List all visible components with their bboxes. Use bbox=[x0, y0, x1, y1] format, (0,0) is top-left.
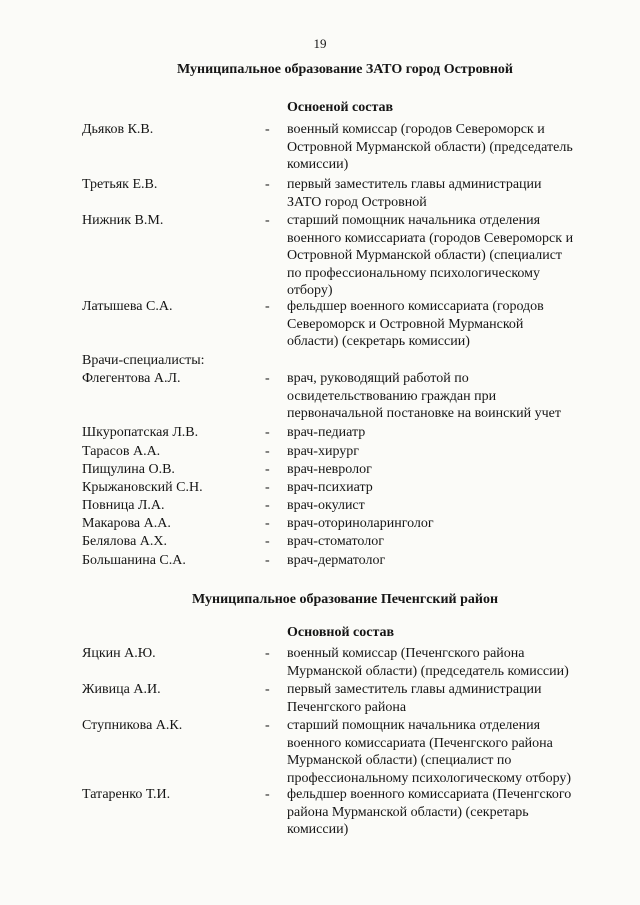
description-line: врач-окулист bbox=[287, 498, 365, 513]
member-name: Белялова А.Х. bbox=[82, 534, 168, 549]
member-name: Шкуропатская Л.В. bbox=[82, 425, 199, 440]
description-line: Печенгского района bbox=[287, 699, 407, 715]
member-dash: - bbox=[265, 213, 270, 228]
member-name: Тарасов А.А. bbox=[82, 444, 161, 459]
description-line: старший помощник начальника отделения bbox=[287, 213, 541, 228]
member-description bbox=[287, 533, 609, 551]
member-name: Макарова А.А. bbox=[82, 516, 171, 531]
member-description bbox=[287, 424, 609, 442]
description-line: комиссии) bbox=[287, 822, 349, 838]
description-line: Островной Мурманской области) (специалист bbox=[287, 248, 563, 264]
member-dash: - bbox=[265, 534, 270, 549]
description-line: фельдшер военного комиссариата (городов bbox=[287, 299, 544, 314]
specialists-label: Врачи-специалисты: bbox=[82, 353, 205, 368]
description-line: военного комиссариата (Печенгского района bbox=[287, 735, 553, 751]
description-line: врач-дерматолог bbox=[287, 553, 386, 568]
description-line: врач-психиатр bbox=[287, 480, 373, 495]
member-name: Латышева С.А. bbox=[82, 299, 173, 314]
description-line: врач, руководящий работой по bbox=[287, 371, 469, 386]
member-dash: - bbox=[265, 516, 270, 531]
member-name: Дьяков К.В. bbox=[82, 122, 154, 137]
member-description bbox=[287, 121, 609, 174]
description-line: Мурманской области) (председатель комиссии) bbox=[287, 663, 569, 679]
member-name: Яцкин А.Ю. bbox=[82, 646, 156, 661]
description-line: врач-стоматолог bbox=[287, 534, 384, 549]
description-line: первоначальной постановке на воинский учет bbox=[287, 406, 562, 422]
description-line: района Мурманской области) (секретарь bbox=[287, 804, 529, 820]
description-line: по профессиональному психологическому bbox=[287, 265, 541, 281]
description-line: врач-оториноларинголог bbox=[287, 516, 434, 531]
member-dash: - bbox=[265, 646, 270, 661]
member-name: Крыжановский С.Н. bbox=[82, 480, 203, 495]
description-line: военный комиссар (городов Североморск и bbox=[287, 122, 545, 137]
member-name: Нижник В.М. bbox=[82, 213, 164, 228]
member-description bbox=[287, 298, 609, 351]
description-line: первый заместитель главы администрации bbox=[287, 177, 542, 192]
description-line: врач-невролог bbox=[287, 462, 372, 477]
member-description bbox=[287, 645, 609, 680]
description-line: отбору) bbox=[287, 283, 333, 299]
section-subtitle-pechenga: Основной состав bbox=[287, 625, 395, 640]
description-line: врач-хирург bbox=[287, 444, 360, 459]
member-description bbox=[287, 552, 609, 570]
section-title-ostrovnoy: Муниципальное образование ЗАТО город Островной bbox=[177, 62, 513, 77]
member-description bbox=[287, 717, 609, 787]
member-dash: - bbox=[265, 299, 270, 314]
section-title-pechenga: Муниципальное образование Печенгский район bbox=[191, 592, 499, 607]
member-name: Живица А.И. bbox=[82, 682, 161, 697]
member-description bbox=[287, 786, 609, 839]
description-line: ЗАТО город Островной bbox=[287, 194, 427, 210]
member-dash: - bbox=[265, 498, 270, 513]
member-description bbox=[287, 212, 609, 300]
member-description bbox=[287, 479, 609, 497]
member-dash: - bbox=[265, 177, 270, 192]
member-name: Флегентова А.Л. bbox=[82, 371, 181, 386]
description-line: Мурманской области) (специалист по bbox=[287, 753, 512, 769]
member-description bbox=[287, 497, 609, 515]
member-name: Ступникова А.К. bbox=[82, 718, 183, 733]
member-dash: - bbox=[265, 682, 270, 697]
description-line: области) (секретарь комиссии) bbox=[287, 334, 470, 350]
member-name: Третьяк Е.В. bbox=[82, 177, 158, 192]
member-name: Татаренко Т.И. bbox=[82, 787, 171, 802]
description-line: военного комиссариата (городов Североморск и bbox=[287, 230, 574, 246]
section-subtitle-ostrovnoy: Осноеной состав bbox=[287, 100, 394, 115]
member-description bbox=[287, 370, 609, 423]
description-line: Островной Мурманской области) (председатель bbox=[287, 139, 573, 155]
description-line: врач-педиатр bbox=[287, 425, 366, 440]
member-name: Большанина С.А. bbox=[82, 553, 186, 568]
member-description bbox=[287, 461, 609, 479]
member-name: Пищулина О.В. bbox=[82, 462, 175, 477]
member-dash: - bbox=[265, 553, 270, 568]
member-dash: - bbox=[265, 371, 270, 386]
member-description bbox=[287, 176, 609, 211]
description-line: старший помощник начальника отделения bbox=[287, 718, 541, 733]
member-description bbox=[287, 515, 609, 533]
member-name: Повница Л.А. bbox=[82, 498, 165, 513]
description-line: профессиональному психологическому отбору) bbox=[287, 770, 572, 786]
description-line: освидетельствованию граждан при bbox=[287, 388, 497, 404]
member-dash: - bbox=[265, 425, 270, 440]
member-dash: - bbox=[265, 444, 270, 459]
description-line: фельдшер военного комиссариата (Печенгского bbox=[287, 787, 572, 802]
member-dash: - bbox=[265, 718, 270, 733]
description-line: Североморск и Островной Мурманской bbox=[287, 316, 524, 332]
description-line: первый заместитель главы администрации bbox=[287, 682, 542, 697]
page-number: 19 bbox=[313, 36, 327, 51]
member-description bbox=[287, 681, 609, 716]
member-dash: - bbox=[265, 787, 270, 802]
member-dash: - bbox=[265, 462, 270, 477]
member-dash: - bbox=[265, 122, 270, 137]
member-description bbox=[287, 443, 609, 461]
description-line: комиссии) bbox=[287, 157, 349, 173]
member-dash: - bbox=[265, 480, 270, 495]
description-line: военный комиссар (Печенгского района bbox=[287, 646, 525, 661]
